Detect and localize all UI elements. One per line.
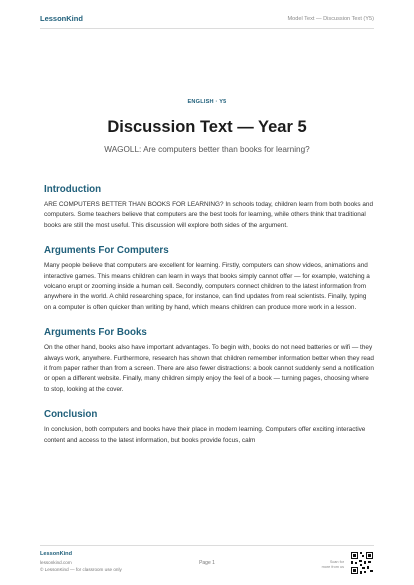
qr-caption-line-1: Scan for — [329, 560, 344, 564]
section-body-computers: Many people believe that computers are excellent for learning. Firstly, computers can show videos, animations and interactive games. This means children can learn in ways that books simply cannot offer — for example, watching a volcano erupt or zooming inside a human cell. Secondly, computers connect children to the latest information from anywhere in the world. A child researching space, for instance, can find updates from real scientists. Finally, typing on a computer is often quicker than writing by hand, which means children can produce more work in a lesson. — [44, 262, 370, 311]
footer-copyright: © LessonKind — for classroom use only — [40, 567, 122, 572]
subject-eyebrow: ENGLISH · Y5 — [187, 99, 227, 105]
page-subtitle: WAGOLL: Are computers better than books for learning? — [104, 145, 310, 154]
section-body-conclusion: In conclusion, both computers and books have their place in modern learning. Computers offer exciting interactive content and access to the latest information, but books provide focus, calm — [44, 426, 366, 444]
qr-code-icon[interactable] — [350, 551, 374, 575]
footer-brand: LessonKind — [40, 551, 73, 557]
document-body — [44, 184, 374, 460]
page-title: Discussion Text — Year 5 — [107, 118, 307, 136]
qr-caption — [322, 560, 344, 570]
section-heading-computers: Arguments For Computers — [44, 245, 169, 257]
section-body-introduction: ARE COMPUTERS BETTER THAN BOOKS FOR LEARNING? In schools today, children learn from both books and computers. Some teachers believe that computers are the best tools for learning, while others think that traditional books are still the most useful. This discussion will explore both sides of the argument. — [44, 201, 373, 229]
qr-caption-line-2: more from us — [321, 565, 344, 569]
header-meta: Model Text — Discussion Text (Y5) — [287, 15, 374, 22]
footer-site-link[interactable]: lessonkind.com — [40, 560, 72, 565]
page-footer — [40, 545, 374, 578]
brand-logo[interactable]: LessonKind — [40, 14, 83, 23]
page-number: Page 1 — [199, 560, 215, 566]
section-heading-books: Arguments For Books — [44, 327, 147, 339]
section-body-books: On the other hand, books also have important advantages. To begin with, books do not need batteries or wifi — they always work, anywhere. Furthermore, research has shown that children remember information better when they read it from paper rather than from a screen. There are also fewer distractions: a book cannot suddenly send a notification or open a different website. Finally, many children simply enjoy the feel of a book — turning pages, choosing where to stop, looking at the cover. — [44, 344, 374, 393]
section-heading-introduction: Introduction — [44, 184, 102, 195]
section-heading-conclusion: Conclusion — [44, 409, 98, 421]
page-header — [40, 14, 374, 29]
